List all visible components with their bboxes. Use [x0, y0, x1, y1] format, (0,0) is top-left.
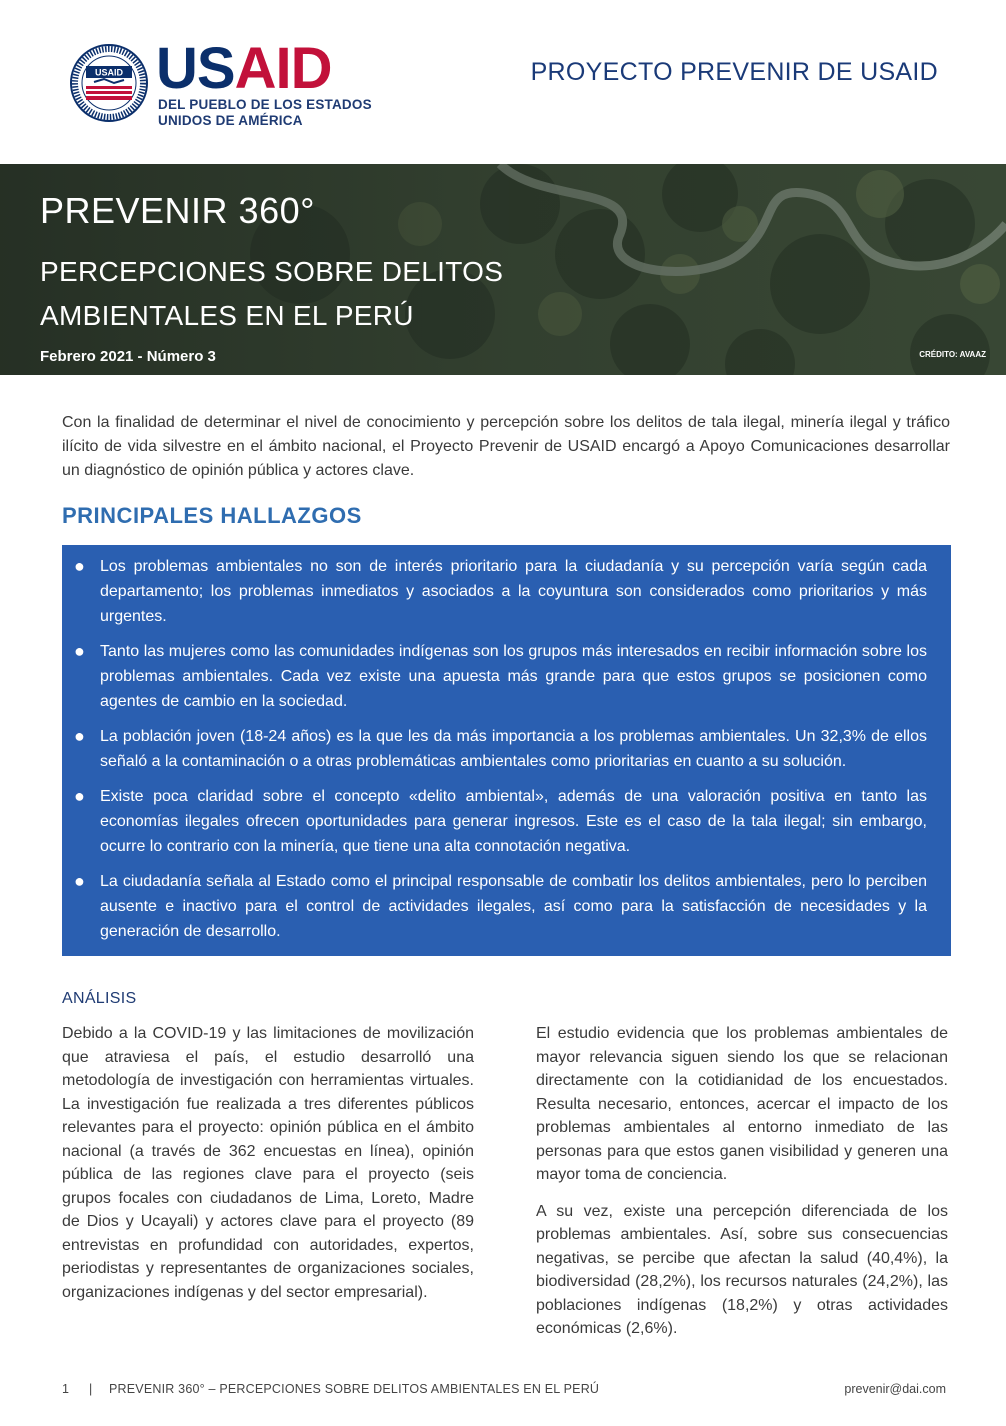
footer-title: PREVENIR 360° – PERCEPCIONES SOBRE DELITOS AMBIENTALES EN EL PERÚ [109, 1382, 600, 1396]
contact-email-link[interactable]: prevenir@dai.com [844, 1382, 946, 1396]
finding-item [74, 724, 927, 774]
finding-text: Tanto las mujeres como las comunidades indígenas son los grupos más interesados en recibir información sobre los problemas ambientales. Cada vez existe una apuesta más grande para que estos grupos se posicionen como agentes de cambio en la sociedad. [100, 643, 927, 710]
footer-separator: | [89, 1382, 93, 1396]
project-name: PROYECTO PREVENIR DE USAID [530, 58, 938, 86]
publication-subtitle [40, 250, 600, 338]
finding-item [74, 869, 927, 944]
usaid-tagline-line2: UNIDOS DE AMÉRICA [158, 113, 303, 128]
analysis-paragraph: El estudio evidencia que los problemas ambientales de mayor relevancia siguen siendo los que se relacionan directamente con la cotidianidad de los encuestados. Resulta necesario, entonces, acercar el impacto de los problemas ambientales al entorno inmediato de las personas para que estos ganen visibilidad y generen una mayor toma de conciencia. [536, 1025, 948, 1183]
intro-paragraph: Con la finalidad de determinar el nivel de conocimiento y percepción sobre los delitos de tala ilegal, minería ilegal y tráfico ilícito de vida silvestre en el ámbito nacional, el Proyecto Prevenir de USAID encargó a Apoyo Comunicaciones desarrollar un diagnóstico de opinión pública y actores clave. [62, 414, 950, 479]
subtitle-line1: PERCEPCIONES SOBRE DELITOS [40, 256, 504, 287]
finding-text: Existe poca claridad sobre el concepto «delito ambiental», además de una valoración positiva en tanto las economías ilegales ofrecen oportunidades para generar ingresos. Este es el caso de la tala ilegal; sin embargo, ocurre lo contrario con la minería, que tiene una alta connotación negativa. [100, 788, 927, 855]
bullet-icon: ● [74, 641, 85, 661]
analysis-left-column [62, 1022, 474, 1317]
findings-box [62, 545, 951, 956]
publication-title: PREVENIR 360° [40, 190, 316, 231]
photo-credit: CRÉDITO: AVAAZ [919, 350, 986, 359]
page-header [0, 0, 1006, 164]
analysis-right-column [536, 1022, 948, 1354]
subtitle-line2: AMBIENTALES EN EL PERÚ [40, 300, 414, 331]
analysis-paragraph: A su vez, existe una percepción diferenciada de los problemas ambientales. Así, sobre sus consecuencias negativas, se percibe que afectan la salud (40,4%), la biodiversidad (28,2%), los recursos naturales (24,2%), las poblaciones indígenas (18,2%) y otras actividades económicas (2,6%). [536, 1202, 948, 1337]
analysis-title: ANÁLISIS [62, 990, 137, 1007]
bullet-icon: ● [74, 871, 85, 891]
findings-title: PRINCIPALES HALLAZGOS [62, 503, 362, 528]
analysis-paragraph: Debido a la COVID-19 y las limitaciones de movilización que atraviesa el país, el estudio desarrolló una metodología de investigación con herramientas virtuales. La investigación fue realizada a tres diferentes públicos relevantes para el proyecto: opinión pública en el ámbito nacional (a través de 362 encuestas en línea), opinión pública de las regiones clave para el proyecto (seis grupos focales con ciudadanos de Lima, Loreto, Madre de Dios y Ucayali) y actores clave para el proyecto (89 entrevistas en profundidad con autoridades, expertos, periodistas y representantes de organizaciones sociales, organizaciones indígenas y del sector empresarial). [62, 1025, 474, 1301]
hero-banner [0, 164, 1006, 375]
issue-date: Febrero 2021 - Número 3 [40, 348, 216, 365]
finding-text: La ciudadanía señala al Estado como el principal responsable de combatir los delitos ambientales, pero lo perciben ausente e inactivo para el control de actividades ilegales, así como para la satisfacción de necesidades y la generación de desarrollo. [100, 873, 927, 940]
usaid-wordmark: USAID [156, 36, 332, 101]
finding-text: La población joven (18-24 años) es la que les da más importancia a los problemas ambientales. Un 32,3% de ellos señaló a la contaminación o a otras problemáticas ambientales como prioritarias en cuanto a su solución. [100, 728, 927, 770]
finding-item [74, 554, 927, 629]
usaid-seal-logo [70, 44, 148, 122]
page-number: 1 [62, 1382, 69, 1396]
finding-item [74, 784, 927, 859]
usaid-tagline-line1: DEL PUEBLO DE LOS ESTADOS [158, 97, 372, 112]
finding-text: Los problemas ambientales no son de interés prioritario para la ciudadanía y su percepción varía según cada departamento; los problemas inmediatos y asociados a la coyuntura son considerados como prioritarios y más urgentes. [100, 558, 927, 625]
usaid-tagline [158, 97, 372, 129]
svg-text:USAID: USAID [94, 67, 124, 78]
bullet-icon: ● [74, 786, 85, 806]
bullet-icon: ● [74, 726, 85, 746]
bullet-icon: ● [74, 556, 85, 576]
finding-item [74, 639, 927, 714]
